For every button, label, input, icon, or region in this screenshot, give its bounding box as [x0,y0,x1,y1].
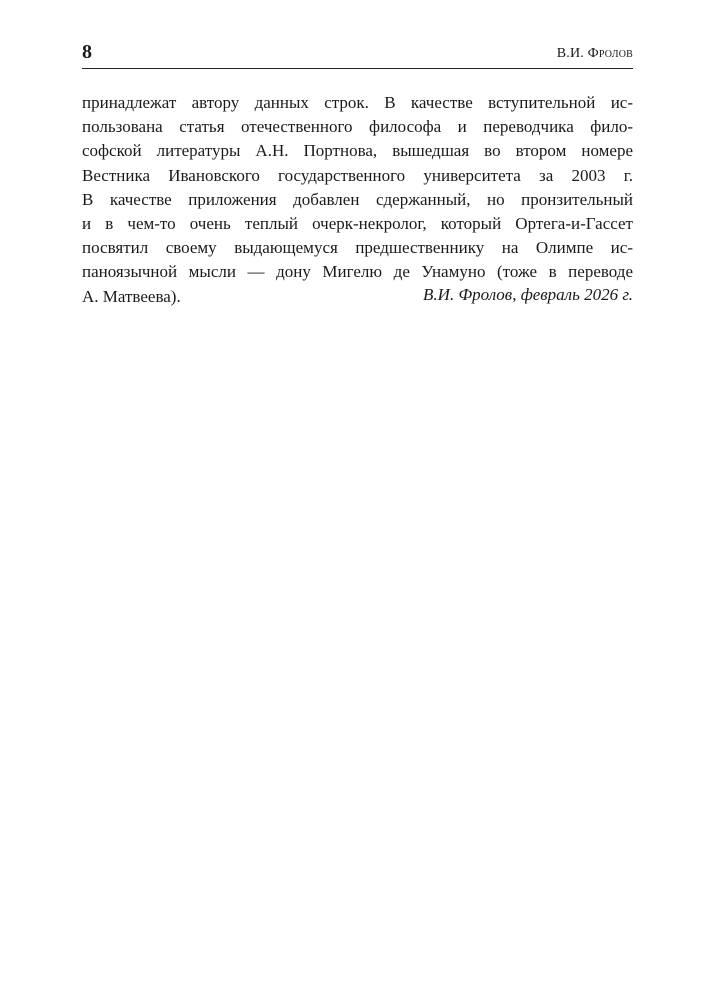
text-line: Вестника Ивановского государственного университета за 2003 г. [82,165,633,185]
text-line: паноязычной мысли — дону Мигелю де Унамуно (тоже в переводе [82,262,633,282]
text-line: и в чем-то очень теплый очерк-некролог, который Ортега-и-Гассет [82,213,633,233]
text-line: В качестве приложения добавлен сдержанный, но пронзительный [82,189,633,209]
running-header: В.И. Фролов [556,46,633,61]
header-rule [82,68,633,69]
body-paragraph [82,91,633,309]
text-line: А. Матвеева). [82,286,181,306]
text-line: посвятил своему выдающемуся предшественнику на Олимпе ис- [82,238,633,258]
author-signature: В.И. Фролов, февраль 2026 г. [423,285,633,304]
page-number: 8 [82,41,92,63]
text-line: принадлежат автору данных строк. В качестве вступительной ис- [82,93,633,112]
text-line: пользована статья отечественного философа и переводчика фило- [82,117,633,137]
text-line: софской литературы А.Н. Портнова, вышедшая во втором номере [82,141,633,161]
